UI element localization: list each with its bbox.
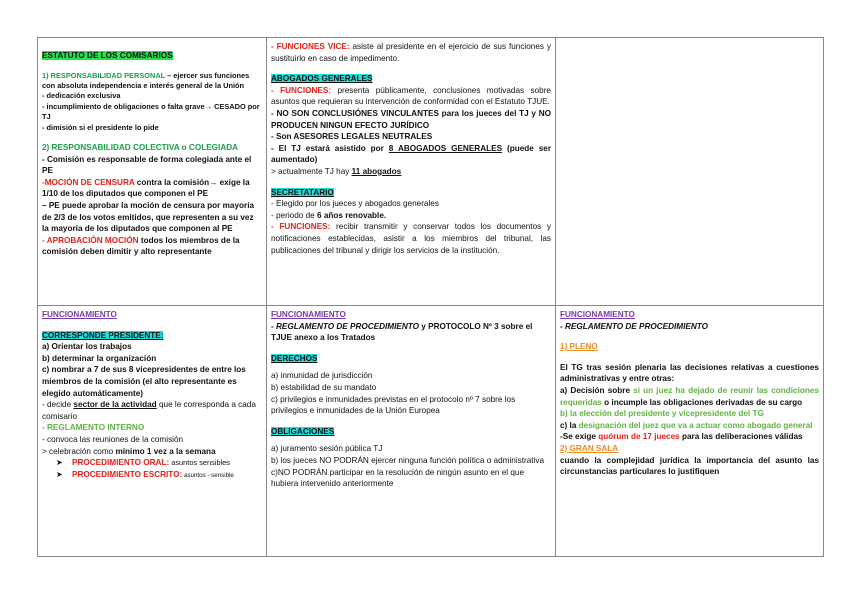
list-item-text: a) Decisión sobre — [560, 385, 634, 395]
list-item: - dedicación exclusiva — [42, 91, 121, 101]
list-item: - convoca las reuniones de la comisión — [42, 434, 184, 444]
list-item: b) determinar la organización — [42, 353, 157, 363]
procedimiento-oral-text: asuntos sensibles — [169, 458, 231, 468]
mocion-censura-text: contra la comisión→ exige la 1/10 de los diputados que componen el PE — [42, 177, 250, 199]
cell-funcionamiento-comision — [38, 306, 267, 557]
funciones-vice-label: - FUNCIONES VICE: — [271, 42, 350, 51]
gran-sala-text: cuando la complejidad jurídica la importancia del asunto las circunstancias particulares lo justifiquen — [560, 455, 819, 477]
secretario-funciones-text: recibir transmitir y conservar todos los documentos y notificaciones establecidas, asistir a los miembros del tribunal, las publicaciones del tribunal y dirigir los servicios de la institución. — [271, 222, 551, 255]
funcionamiento-heading: FUNCIONAMIENTO — [271, 310, 346, 319]
list-item: - Elegido por los jueces y abogados generales — [271, 199, 439, 209]
procedimiento-escrito-text: asuntos - sensible — [182, 471, 234, 479]
secretario-heading: SECRETATARIO — [271, 187, 334, 197]
list-item-text: (puede ser aumentado) — [271, 143, 552, 165]
list-item: c) nombrar a 7 de sus 8 vicepresidentes de entre los miembros de la comisión (el alto representante es elegido automáticamente) — [42, 365, 246, 398]
list-item-text: para las deliberaciones válidas — [679, 432, 803, 442]
resp-colectiva-heading: 2) RESPONSABILIDAD COLECTIVA o COLEGIADA — [42, 143, 239, 153]
list-item: - dimisión si el presidente lo pide — [42, 122, 159, 132]
cell-empty — [556, 38, 824, 306]
list-item: c)NO PODRÁN participar en la resolución de ningún asunto en el que hubiera intervenido anteriormente — [271, 467, 525, 489]
pleno-heading: 1) PLENO — [560, 342, 598, 352]
arrow-bullet-icon: ➤ — [56, 458, 63, 468]
pleno-intro: El TG tras sesión plenaria las decisiones relativas a cuestiones administrativas y entre otras: — [560, 362, 819, 384]
list-item: - NO SON CONCLUSIÓNES VINCULANTES para los jueces del TJ y NO PRODUCEN NINGUN EFECTO JURÍDICO — [271, 108, 551, 130]
abogados-heading: ABOGADOS GENERALES — [271, 74, 373, 84]
procedimiento-oral-label: PROCEDIMIENTO ORAL: — [72, 458, 170, 468]
list-item: a) inmunidad de jurisdicción — [271, 371, 373, 381]
funciones-vice-text: asiste al presidente en el ejercicio de sus funciones y sustituirlo en caso de impedimento. — [271, 42, 551, 63]
list-item: - Son ASESORES LEGALES NEUTRALES — [271, 132, 433, 142]
funcionamiento-heading: FUNCIONAMIENTO — [560, 310, 635, 319]
list-item: a) Orientar los trabajos — [42, 342, 132, 352]
list-item: b) estabilidad de su mandato — [271, 382, 377, 392]
cell-funcionamiento-tg — [556, 306, 824, 557]
list-item-text: o incumple las obligaciones derivadas de su cargo — [601, 397, 803, 407]
corresponde-presidente-heading: CORRESPONDE PRESIDENTE: — [42, 330, 164, 340]
list-item-text: c) la — [560, 420, 579, 430]
designacion-juez: designación del juez que va a actuar como abogado general — [578, 420, 813, 430]
mocion-censura-label: -MOCIÓN DE CENSURA — [42, 177, 135, 187]
secretario-funciones-label: - FUNCIONES: — [271, 222, 331, 232]
resp-personal-text: – ejercer sus funciones con absoluta independencia e interés general de la Unión — [42, 70, 250, 90]
sector-actividad: sector de la actividad — [73, 400, 157, 410]
reglamento-procedimiento-label: - REGLAMENTO DE PROCEDIMIENTO — [271, 321, 419, 331]
table-row — [38, 306, 824, 557]
list-item: - incumplimiento de obligaciones o falta grave→ CESADO por TJ — [42, 101, 260, 122]
abogados-current: 11 abogados — [351, 166, 402, 176]
frecuencia-reunion: mínimo 1 vez a la semana — [115, 446, 216, 456]
reglamento-interno-label: - REGLAMENTO INTERNO — [42, 423, 145, 433]
arrow-bullet-icon: ➤ — [56, 469, 63, 479]
obligaciones-heading: OBLIGACIONES — [271, 426, 335, 436]
list-item: b) los jueces NO PODRÁN ejercer ninguna función política o administrativa — [271, 455, 545, 465]
aprobacion-mocion-label: - APROBACIÓN MOCIÓN — [42, 235, 139, 245]
funcionamiento-heading: FUNCIONAMIENTO — [42, 310, 117, 319]
list-item-text: - periodo de — [271, 210, 317, 220]
list-item: – PE puede aprobar la moción de censura por mayoría de 2/3 de los votos emitidos, que representen a su vez la mayoría de los diputados que componen al PE — [42, 201, 255, 234]
list-item: c) privilegios e inmunidades previstas en el protocolo nº 7 sobre los privilegios e inmunidades de la Unión Europea — [271, 394, 516, 416]
abogados-funciones-label: - FUNCIONES: — [271, 85, 332, 95]
list-item: - Comisión es responsable de forma colegiada ante el PE — [42, 154, 252, 176]
quorum: quórum de 17 jueces — [598, 432, 680, 442]
list-item-text: > actualmente TJ hay — [271, 166, 352, 176]
condiciones-juez: si un juez ha dejado de reunir las condiciones requeridas — [560, 385, 819, 407]
list-item-text: -Se exige — [560, 432, 599, 442]
list-item: a) juramento sesión pública TJ — [271, 444, 383, 454]
list-item-text: - decide — [42, 400, 74, 410]
list-item-text: que le corresponda a cada comisario — [42, 400, 256, 421]
derechos-heading: DERECHOS — [271, 353, 318, 363]
section-title: ESTATUTO DE LOS COMISARIOS — [42, 51, 173, 60]
aprobacion-mocion-text: todos los miembros de la comisión deben dimitir y alto representante — [42, 235, 240, 257]
procedimiento-escrito-label: PROCEDIMIENTO ESCRITO: — [72, 469, 183, 479]
cell-estatuto-comisarios — [38, 38, 267, 306]
list-item: b) la elección del presidente y vicepresidente del TG — [560, 409, 764, 419]
cell-abogados-secretario — [267, 38, 556, 306]
notes-table — [37, 37, 824, 557]
table-row — [38, 38, 824, 306]
abogados-count: 8 ABOGADOS GENERALES — [388, 143, 503, 153]
list-item-text: > celebración como — [42, 446, 116, 456]
reglamento-procedimiento-label: - REGLAMENTO DE PROCEDIMIENTO — [560, 321, 708, 331]
cell-funcionamiento-tj — [267, 306, 556, 557]
gran-sala-heading: 2) GRAN SALA — [560, 443, 619, 453]
list-item-text: - El TJ estará asistido por — [271, 143, 389, 153]
reglamento-procedimiento-text: y PROTOCOLO Nº 3 sobre el TJUE anexo a los Tratados — [271, 321, 533, 343]
resp-personal-heading: 1) RESPONSABILIDAD PERSONAL — [42, 70, 166, 80]
abogados-funciones-text: presenta públicamente, conclusiones motivadas sobre asuntos que requieran su intervención de conformidad con el Estatuto TJUE. — [271, 85, 551, 107]
mandato-duracion: 6 años renovable. — [316, 210, 387, 220]
